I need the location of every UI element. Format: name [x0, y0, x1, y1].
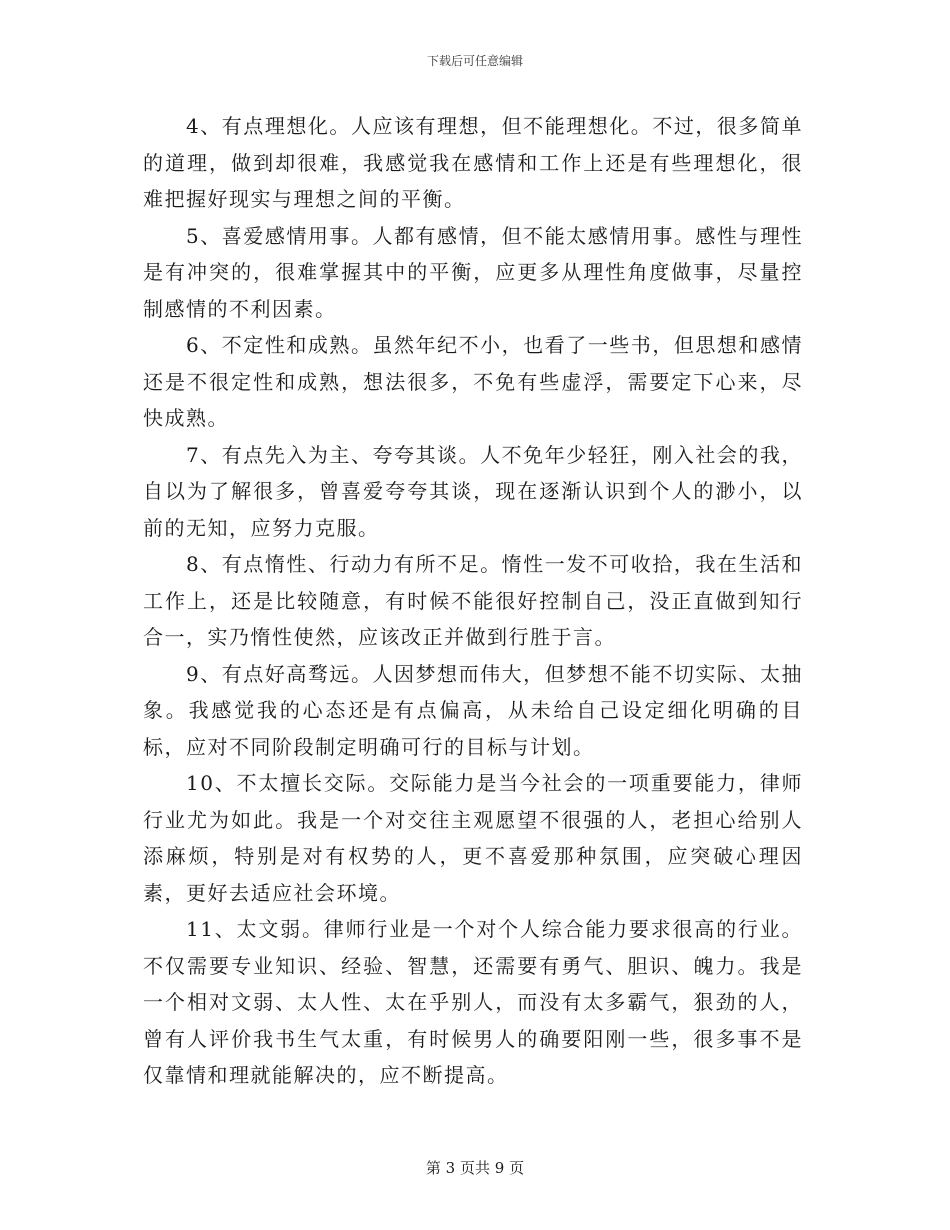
paragraph-item-10: 10、不太擅长交际。交际能力是当今社会的一项重要能力，律师行业尤为如此。我是一个对交往主观愿望不很强的人，老担心给别人添麻烦，特别是对有权势的人，更不喜爱那种氛围，应突破心理因素，更好去适应社会环境。	[143, 771, 803, 905]
document-body	[143, 108, 803, 1094]
paragraph-item-7: 7、有点先入为主、夸夸其谈。人不免年少轻狂，刚入社会的我，自以为了解很多，曾喜爱夸夸其谈，现在逐渐认识到个人的渺小，以前的无知，应努力克服。	[143, 442, 803, 540]
paragraph-item-9: 9、有点好高骛远。人因梦想而伟大，但梦想不能不切实际、太抽象。我感觉我的心态还是有点偏高，从未给自己设定细化明确的目标，应对不同阶段制定明确可行的目标与计划。	[143, 661, 803, 759]
page-number: 第 3 页共 9 页	[425, 1159, 525, 1177]
page-header-note: 下载后可任意编辑	[426, 54, 523, 68]
paragraph-item-11: 11、太文弱。律师行业是一个对个人综合能力要求很高的行业。不仅需要专业知识、经验、智慧，还需要有勇气、胆识、魄力。我是一个相对文弱、太人性、太在乎别人，而没有太多霸气，狠劲的人，曾有人评价我书生气太重，有时候男人的确要阳刚一些，很多事不是仅靠情和理就能解决的，应不断提高。	[143, 917, 803, 1087]
paragraph-item-5: 5、喜爱感情用事。人都有感情，但不能太感情用事。感性与理性是有冲突的，很难掌握其中的平衡，应更多从理性角度做事，尽量控制感情的不利因素。	[143, 223, 803, 321]
paragraph-item-4: 4、有点理想化。人应该有理想，但不能理想化。不过，很多简单的道理，做到却很难，我感觉我在感情和工作上还是有些理想化，很难把握好现实与理想之间的平衡。	[143, 114, 803, 211]
paragraph-item-8: 8、有点惰性、行动力有所不足。惰性一发不可收拾，我在生活和工作上，还是比较随意，有时候不能很好控制自己，没正直做到知行合一，实乃惰性使然，应该改正并做到行胜于言。	[143, 552, 803, 649]
paragraph-item-6: 6、不定性和成熟。虽然年纪不小，也看了一些书，但思想和感情还是不很定性和成熟，想法很多，不免有些虚浮，需要定下心来，尽快成熟。	[143, 333, 803, 430]
